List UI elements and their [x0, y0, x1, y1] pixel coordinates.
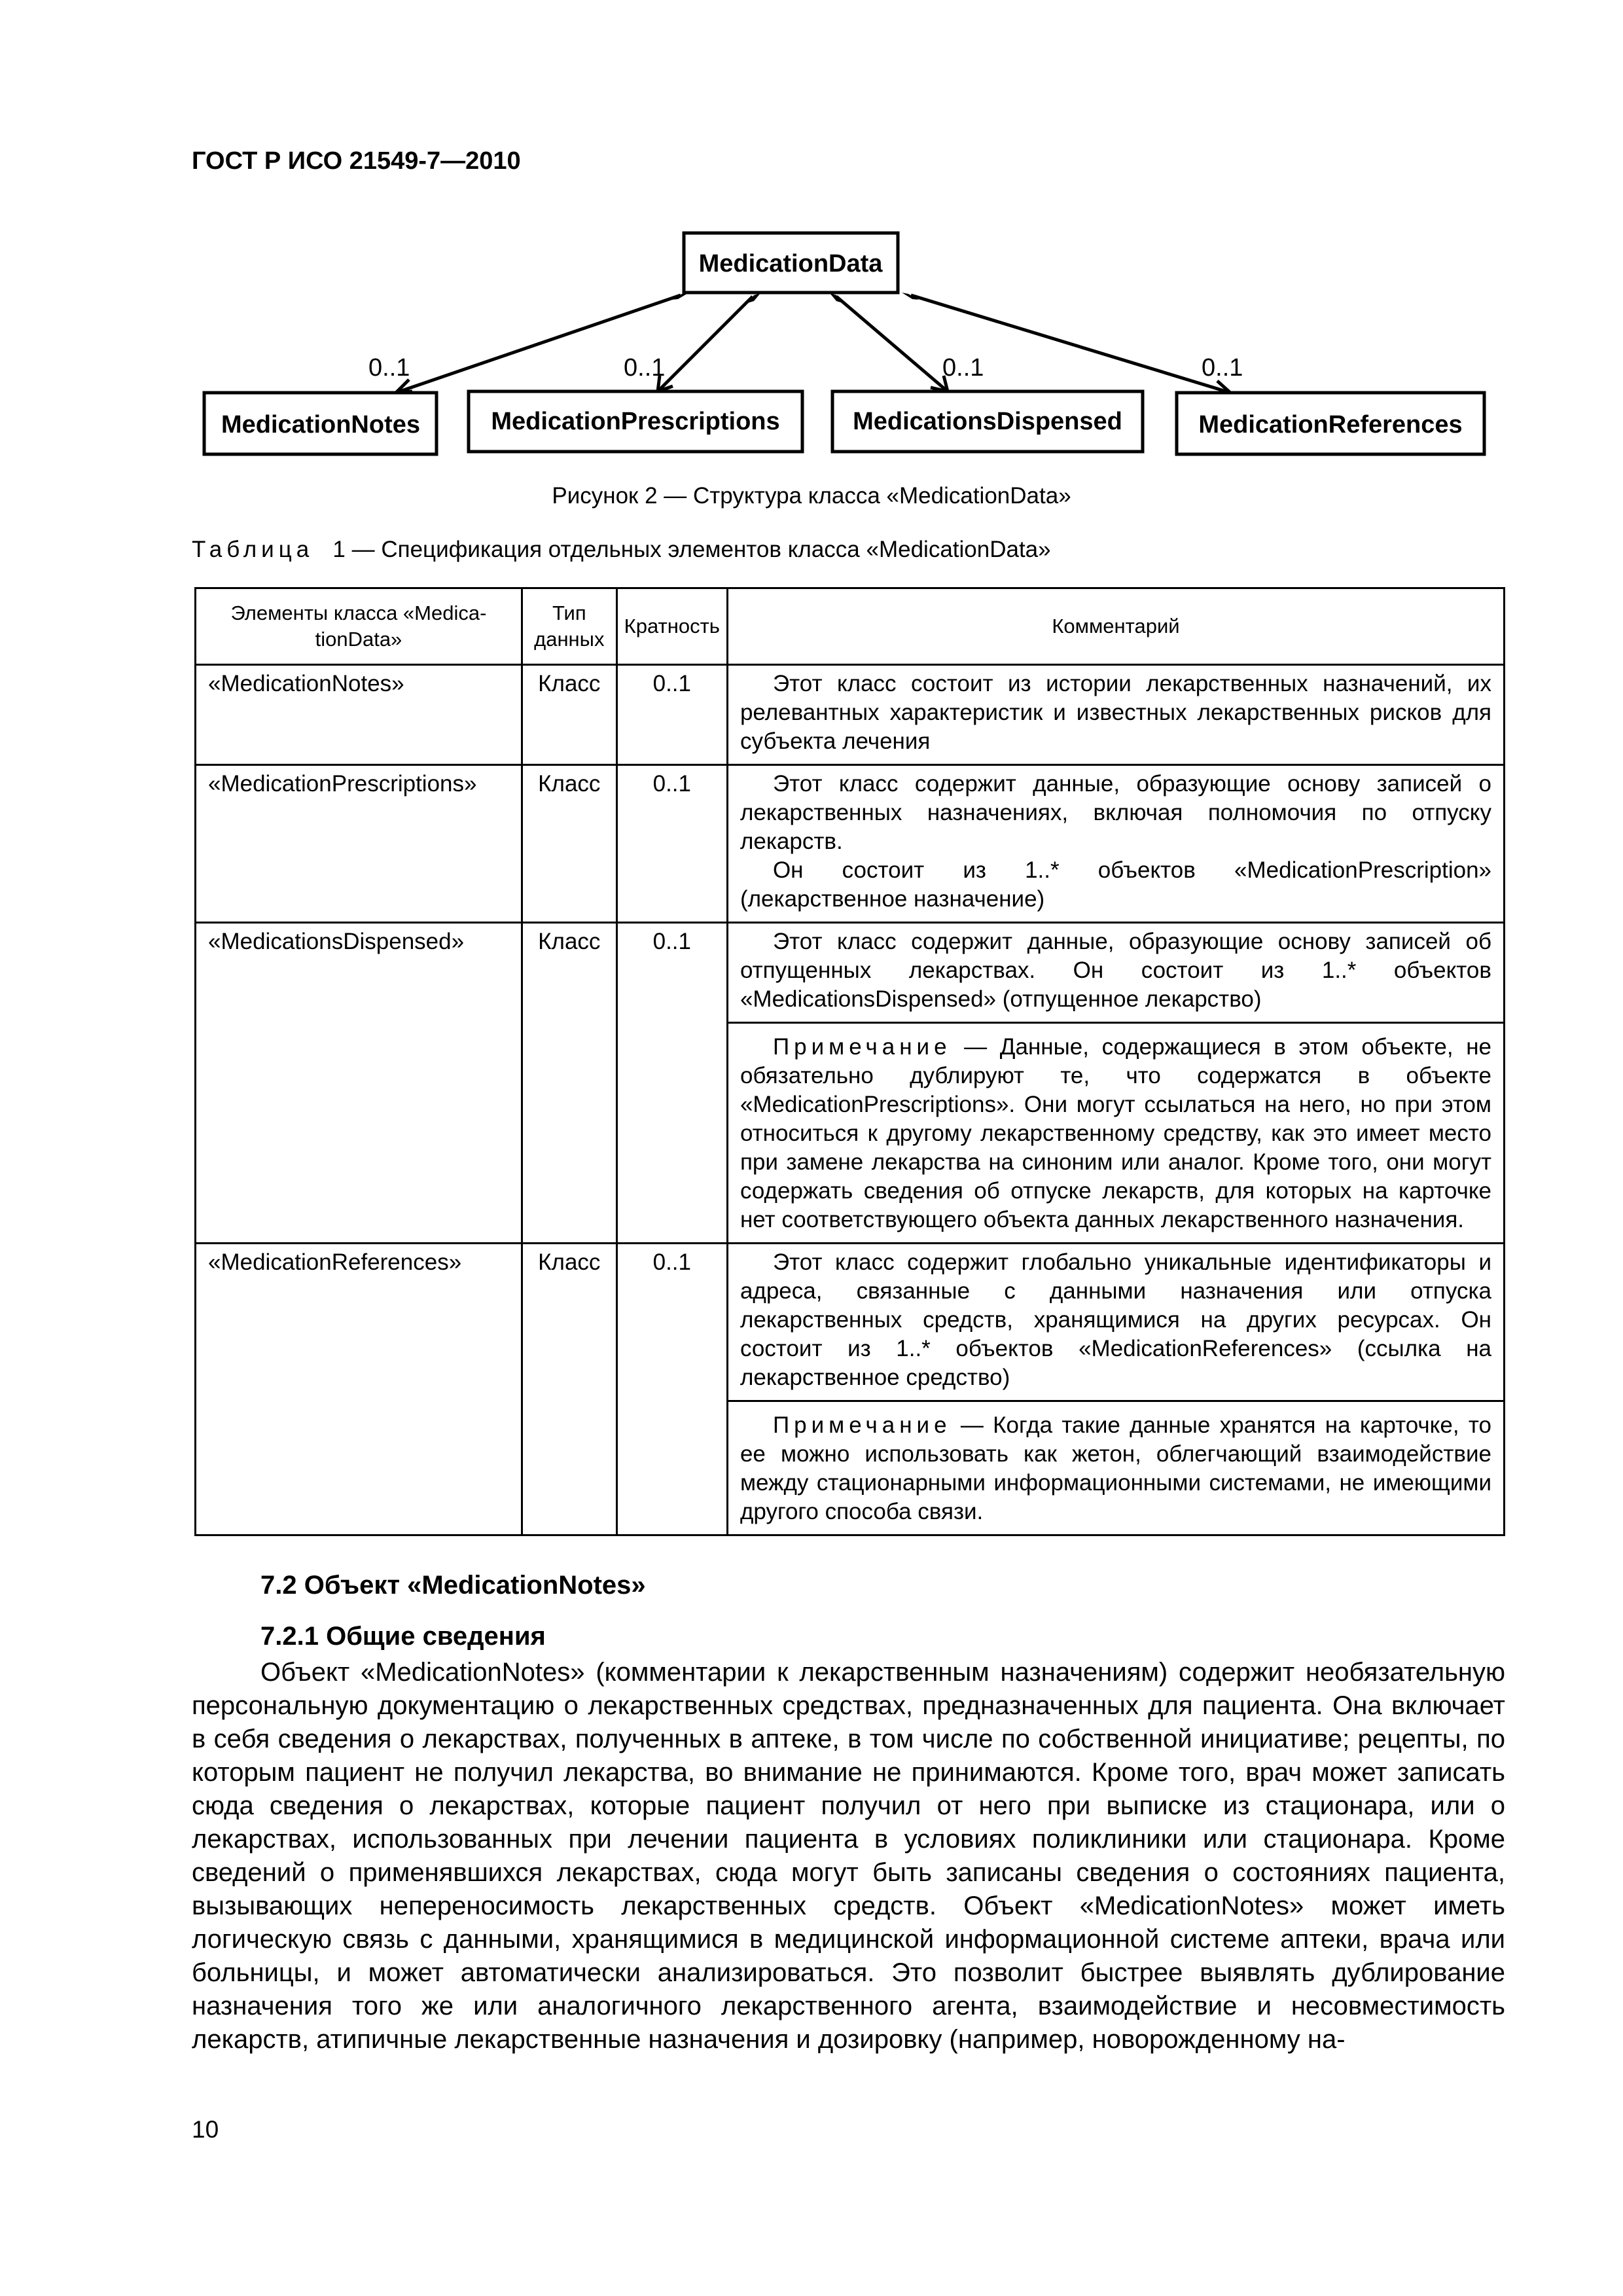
connector-dispensed — [836, 296, 948, 391]
cell-comment — [727, 1244, 1504, 1535]
cell-multiplicity: 0..1 — [616, 923, 727, 1244]
table-row — [196, 923, 1505, 1244]
comment-note — [728, 1022, 1503, 1234]
cell-element: «MedicationReferences» — [196, 1244, 522, 1535]
page-number: 10 — [192, 2116, 219, 2143]
arrow-notes — [396, 380, 412, 393]
cell-type: Класс — [522, 765, 616, 923]
cell-type: Класс — [522, 923, 616, 1244]
header-comment: Комментарий — [727, 588, 1504, 665]
class-label-references: MedicationReferences — [1198, 411, 1463, 439]
cell-comment — [727, 665, 1504, 765]
cell-element: «MedicationNotes» — [196, 665, 522, 765]
class-label-prescriptions: MedicationPrescriptions — [491, 408, 780, 435]
multiplicity-references: 0..1 — [1202, 354, 1243, 382]
class-label-dispensed: MedicationsDispensed — [853, 408, 1122, 435]
multiplicity-prescriptions: 0..1 — [624, 354, 666, 382]
cell-type: Класс — [522, 1244, 616, 1535]
multiplicity-dispensed: 0..1 — [942, 354, 984, 382]
subsection-heading: 7.2.1 Общие сведения — [260, 1622, 546, 1651]
root-class-label: MedicationData — [698, 250, 883, 278]
spec-table — [194, 587, 1505, 1536]
cell-comment — [727, 765, 1504, 923]
header-type: Тип данных — [522, 588, 616, 665]
body-paragraph: Объект «MedicationNotes» (комментарии к лекарственным назначениям) содержит необязательную персональную документацию о лекарственных средствах, предназначенных для пациента. Она включает в себя сведения о лекарствах, полученных в аптеке, в том числе по собственной инициативе; рецепты, по которым пациент не получил лекарства, во внимание не принимаются. Кроме того, врач может записать сюда сведения о лекарствах, которые пациент получил от него при выписке из стационара, или о лекарствах, использованных при лечении пациента в условиях поликлиники или стационара. Кроме сведений о применявшихся лекарствах, сюда могут быть записаны сведения о состояниях пациента, вызывающих непереносимость лекарственных средств. Объект «MedicationNotes» может иметь логическую связь с данными, хранящимися в медицинской информационной системе аптеки, врача или больницы, и может автоматически анализироваться. Это позволит быстрее выявлять дублирование назначения того же или аналогичного лекарственного агента, взаимодействие и несовместимость лекарств, атипичные лекарственные назначения и дозировку (например, новорожденному на- — [192, 1658, 1505, 2054]
comment-text: Этот класс содержит данные, образующие основу записей о лекарственных назначениях, включая полномочия по отпуску лекарств. — [740, 771, 1491, 854]
note-text: — Когда такие данные хранятся на карточке, то ее можно использовать как жетон, облегчающий взаимодействие между стационарными информационными системами, не имеющими другого способа связи. — [740, 1412, 1491, 1524]
table-row — [196, 1244, 1505, 1535]
standard-header: ГОСТ Р ИСО 21549-7—2010 — [192, 147, 521, 175]
cell-multiplicity: 0..1 — [616, 665, 727, 765]
cell-comment — [727, 923, 1504, 1244]
header-element: Элементы класса «Medica- tionData» — [196, 588, 522, 665]
table-title-text: 1 — Спецификация отдельных элементов класса «MedicationData» — [332, 537, 1051, 562]
class-label-notes: MedicationNotes — [221, 411, 421, 439]
section-heading: 7.2 Объект «MedicationNotes» — [260, 1571, 646, 1600]
table-row — [196, 665, 1505, 765]
note-word: Примечание — [772, 1412, 952, 1438]
comment-text-continued: Он состоит из 1..* объектов «MedicationPrescription» (лекарственное назначение) — [740, 857, 1491, 912]
cell-multiplicity: 0..1 — [616, 765, 727, 923]
note-text: — Данные, содержащиеся в этом объекте, не обязательно дублируют те, что содержатся в объекте «MedicationPrescriptions». Они могут ссылаться на него, но при этом относиться к другому лекарственному средству, как это имеет место при замене лекарства на синоним или аналог. Кроме того, они могут содержать сведения об отпуске лекарств, для которых на карточке нет соответствующего объекта данных лекарственного назначения. — [740, 1034, 1491, 1232]
cell-type: Класс — [522, 665, 616, 765]
comment-note — [728, 1400, 1503, 1526]
cell-element: «MedicationPrescriptions» — [196, 765, 522, 923]
diamond-dispensed — [830, 293, 843, 303]
header-multiplicity: Кратность — [616, 588, 727, 665]
table-row — [196, 765, 1505, 923]
comment-text: Этот класс состоит из истории лекарственных назначений, их релевантных характеристик и известных лекарственных рисков для субъекта лечения — [740, 671, 1491, 754]
cell-element: «MedicationsDispensed» — [196, 923, 522, 1244]
class-diagram — [0, 0, 1623, 497]
table-header-row — [196, 588, 1505, 665]
figure-caption: Рисунок 2 — Структура класса «MedicationData» — [552, 483, 1071, 509]
table-title — [192, 537, 1051, 563]
note-word: Примечание — [772, 1034, 952, 1060]
comment-text: Этот класс содержит глобально уникальные идентификаторы и адреса, связанные с данными назначения или отпуска лекарственных средств, хранящимися на других ресурсах. Он состоит из 1..* объектов «MedicationReferences» (ссылка на лекарственное средство) — [740, 1249, 1491, 1390]
table-title-word: Таблица — [192, 537, 314, 562]
cell-multiplicity: 0..1 — [616, 1244, 727, 1535]
multiplicity-notes: 0..1 — [368, 354, 410, 382]
comment-text: Этот класс содержит данные, образующие основу записей об отпущенных лекарствах. Он состоит из 1..* объектов «MedicationsDispensed» (отпущенное лекарство) — [740, 929, 1491, 1012]
connector-prescriptions — [658, 296, 753, 391]
